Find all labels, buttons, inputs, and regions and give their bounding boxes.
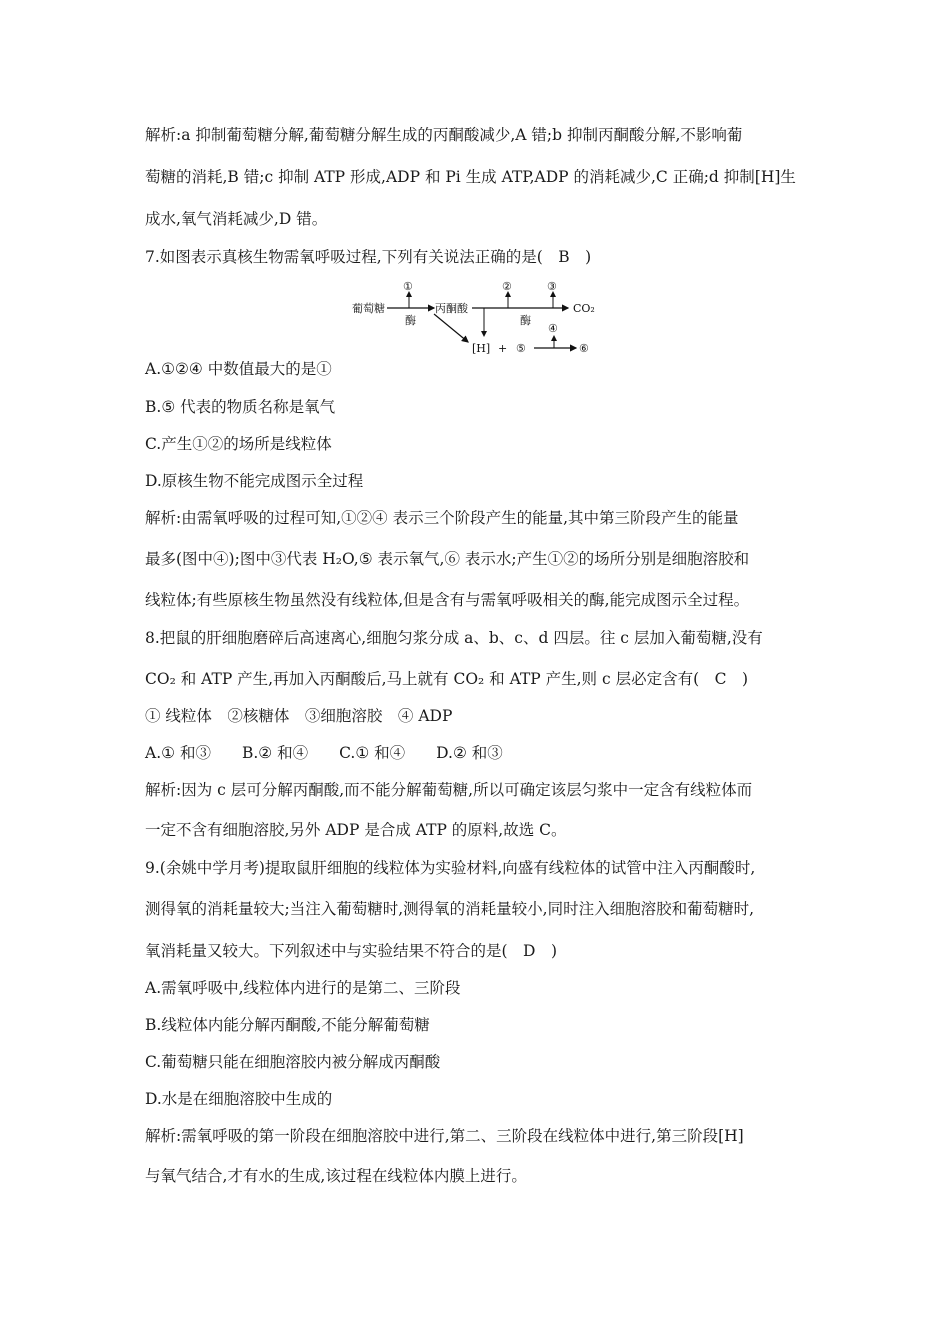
label-n5: ⑤ — [516, 342, 526, 355]
option-b: B.线粒体内能分解丙酮酸,不能分解葡萄糖 — [145, 1016, 430, 1034]
question-7: 7.如图表示真核生物需氧呼吸过程,下列有关说法正确的是( B ) — [145, 248, 592, 266]
label-h: [H] — [472, 342, 491, 355]
label-n3: ③ — [547, 280, 557, 293]
option-a: A.①②④ 中数值最大的是① — [145, 360, 332, 378]
option-c: C.葡萄糖只能在细胞溶胶内被分解成丙酮酸 — [145, 1053, 441, 1071]
label-enzyme-2: 酶 — [520, 314, 531, 327]
option-d: D.原核生物不能完成图示全过程 — [145, 472, 364, 490]
options-line: A.① 和③ B.② 和④ C.① 和④ D.② 和③ — [145, 744, 503, 762]
label-n1: ① — [403, 280, 413, 293]
text-line: 氧消耗量又较大。下列叙述中与实验结果不符合的是( D ) — [145, 942, 558, 960]
label-n2: ② — [502, 280, 512, 293]
label-n6: ⑥ — [579, 342, 589, 355]
question-9: 9.(余姚中学月考)提取鼠肝细胞的线粒体为实验材料,向盛有线粒体的试管中注入丙酮酸时, — [145, 859, 756, 877]
text-line: 最多(图中④);图中③代表 H₂O,⑤ 表示氧气,⑥ 表示水;产生①②的场所分别是细胞溶胶和 — [145, 550, 750, 568]
text-line: CO₂ 和 ATP 产生,再加入丙酮酸后,马上就有 CO₂ 和 ATP 产生,则 c 层必定含有( C ) — [145, 670, 749, 688]
label-pyruvate: 丙酮酸 — [435, 302, 468, 315]
text-line: 解析:a 抑制葡萄糖分解,葡萄糖分解生成的丙酮酸减少,A 错;b 抑制丙酮酸分解,不影响葡 — [145, 126, 743, 144]
text-line: 测得氧的消耗量较大;当注入葡萄糖时,测得氧的消耗量较小,同时注入细胞溶胶和葡萄糖时, — [145, 900, 755, 918]
option-b: B.⑤ 代表的物质名称是氧气 — [145, 398, 336, 416]
text-line: 解析:因为 c 层可分解丙酮酸,而不能分解葡萄糖,所以可确定该层匀浆中一定含有线粒体而 — [145, 781, 753, 799]
label-glucose: 葡萄糖 — [352, 302, 385, 315]
aerobic-respiration-diagram — [350, 278, 610, 358]
label-enzyme-1: 酶 — [405, 314, 416, 327]
text-line: 解析:由需氧呼吸的过程可知,①②④ 表示三个阶段产生的能量,其中第三阶段产生的能量 — [145, 509, 739, 527]
option-d: D.水是在细胞溶胶中生成的 — [145, 1090, 333, 1108]
option-a: A.需氧呼吸中,线粒体内进行的是第二、三阶段 — [145, 979, 461, 997]
label-co2: CO₂ — [573, 302, 595, 315]
text-line: 线粒体;有些原核生物虽然没有线粒体,但是含有与需氧呼吸相关的酶,能完成图示全过程。 — [145, 591, 750, 609]
text-line: 与氧气结合,才有水的生成,该过程在线粒体内膜上进行。 — [145, 1167, 527, 1185]
label-n4: ④ — [548, 322, 558, 335]
text-line: 成水,氧气消耗减少,D 错。 — [145, 210, 328, 228]
text-line: 解析:需氧呼吸的第一阶段在细胞溶胶中进行,第二、三阶段在线粒体中进行,第三阶段[H] — [145, 1127, 744, 1145]
option-c: C.产生①②的场所是线粒体 — [145, 435, 332, 453]
label-plus: + — [498, 342, 508, 355]
text-line: 萄糖的消耗,B 错;c 抑制 ATP 形成,ADP 和 Pi 生成 ATP,ADP 的消耗减少,C 正确;d 抑制[H]生 — [145, 168, 796, 186]
question-8: 8.把鼠的肝细胞磨碎后高速离心,细胞匀浆分成 a、b、c、d 四层。往 c 层加入葡萄糖,没有 — [145, 629, 763, 647]
text-line: ① 线粒体 ②核糖体 ③细胞溶胶 ④ ADP — [145, 707, 453, 725]
text-line: 一定不含有细胞溶胶,另外 ADP 是合成 ATP 的原料,故选 C。 — [145, 821, 567, 839]
